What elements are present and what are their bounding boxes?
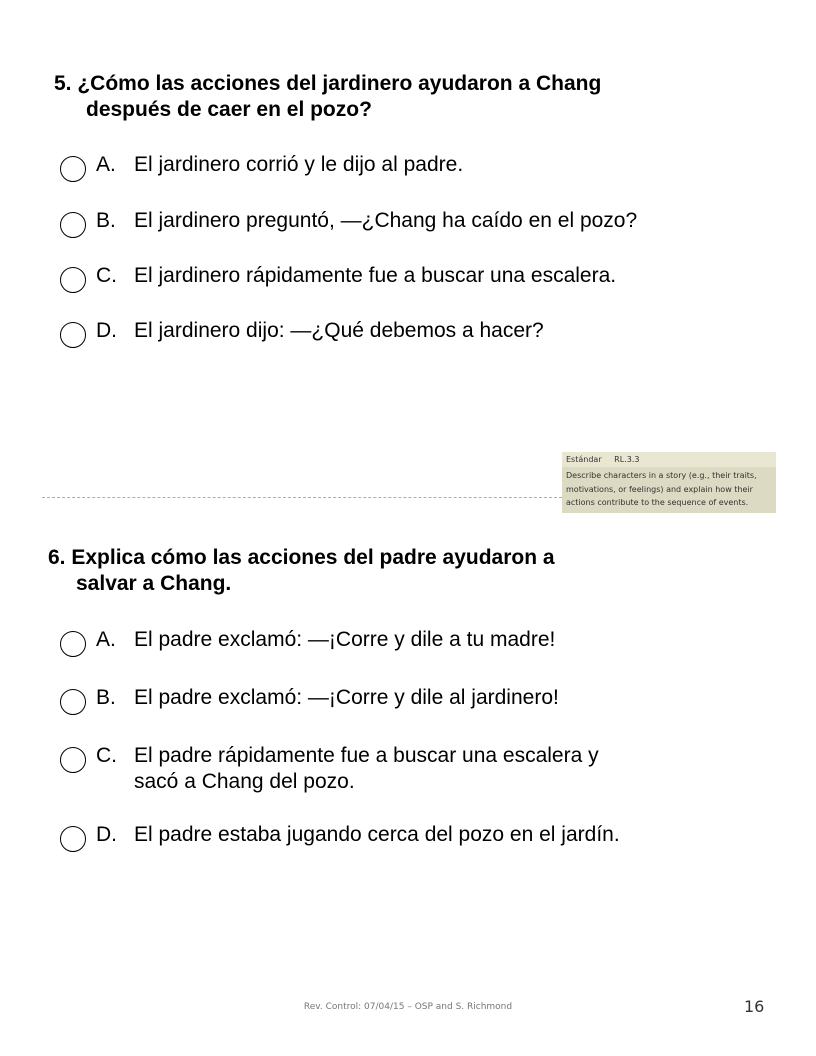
q5-option-b-text: El jardinero preguntó, ―¿Chang ha caído en el pozo? (134, 209, 638, 232)
q5-option-c-text: El jardinero rápidamente fue a buscar una escalera. (134, 264, 617, 287)
q6-option-b-radio[interactable] (60, 689, 86, 715)
q5-option-b-radio[interactable] (60, 212, 86, 238)
q6-option-d-text: El padre estaba jugando cerca del pozo en el jardín. (134, 823, 620, 846)
q6-option-c[interactable] (60, 743, 599, 795)
standard-code: RL.3.3 (614, 455, 640, 464)
q6-option-b-letter: B. (96, 686, 116, 709)
q6-option-a-radio[interactable] (60, 631, 86, 657)
q5-option-d[interactable] (60, 318, 544, 348)
q6-option-a[interactable] (60, 627, 555, 657)
question-5-title (54, 71, 714, 123)
q5-option-b[interactable] (60, 208, 637, 238)
question-6-title (48, 545, 708, 597)
q6-option-c-text-line1: El padre rápidamente fue a buscar una escalera y (134, 744, 599, 767)
q5-option-b-letter: B. (96, 209, 116, 232)
q6-option-a-text: El padre exclamó: ―¡Corre y dile a tu madre! (134, 628, 556, 651)
question-6-title-line1: 6. Explica cómo las acciones del padre ayudaron a (48, 546, 555, 569)
q6-option-d-letter: D. (96, 823, 117, 846)
q5-option-a-text: El jardinero corrió y le dijo al padre. (134, 153, 464, 176)
q5-option-c-radio[interactable] (60, 267, 86, 293)
q6-option-b-text: El padre exclamó: ―¡Corre y dile al jardinero! (134, 686, 559, 709)
q5-option-d-text: El jardinero dijo: ―¿Qué debemos a hacer? (134, 319, 544, 342)
standard-header (562, 452, 776, 467)
q6-option-c-text-line2: sacó a Chang del pozo. (134, 770, 355, 793)
standard-box (562, 452, 776, 513)
q6-option-d-radio[interactable] (60, 826, 86, 852)
q5-option-a-letter: A. (96, 153, 116, 176)
q5-option-c-letter: C. (96, 264, 117, 287)
standard-description: Describe characters in a story (e.g., their traits, motivations, or feelings) and explain how their actions contribute to the sequence of events. (562, 467, 776, 513)
q5-option-a[interactable] (60, 152, 463, 182)
standard-label: Estándar (566, 455, 602, 464)
q5-option-a-radio[interactable] (60, 156, 86, 182)
page-number: 16 (744, 997, 765, 1016)
section-divider (42, 497, 562, 498)
question-6-title-line2: salvar a Chang. (76, 572, 232, 595)
revision-footer: Rev. Control: 07/04/15 – OSP and S. Richmond (303, 1002, 513, 1012)
q6-option-d[interactable] (60, 822, 620, 852)
q5-option-c[interactable] (60, 263, 616, 293)
q6-option-a-letter: A. (96, 628, 116, 651)
q6-option-c-letter: C. (96, 744, 117, 767)
q5-option-d-letter: D. (96, 319, 117, 342)
q6-option-b[interactable] (60, 685, 559, 715)
question-5-title-line1: 5. ¿Cómo las acciones del jardinero ayudaron a Chang (54, 72, 602, 95)
question-5-title-line2: después de caer en el pozo? (86, 98, 372, 121)
q6-option-c-text (134, 743, 599, 795)
q5-option-d-radio[interactable] (60, 322, 86, 348)
q6-option-c-radio[interactable] (60, 747, 86, 773)
